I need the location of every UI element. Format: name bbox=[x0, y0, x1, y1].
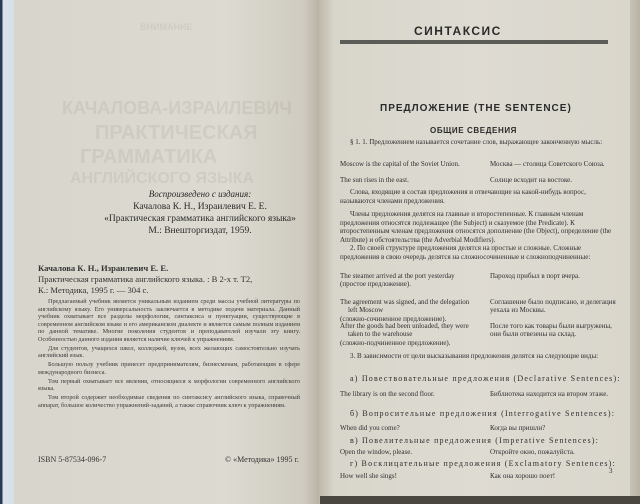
bibliographic-record bbox=[38, 263, 300, 296]
example-ru: Откройте окно, пожалуйста. bbox=[490, 448, 575, 456]
ghost-title-line: ГРАММАТИКА bbox=[80, 146, 218, 168]
example-en: Open the window, please. bbox=[340, 448, 413, 456]
header-rule bbox=[340, 40, 608, 44]
type-heading: б) Вопросительные предложения (Interrogative Sentences): bbox=[350, 409, 616, 418]
ghost-title-line: КАЧАЛОВА-ИЗРАИЛЕВИЧ bbox=[62, 98, 293, 118]
example-note: (сложно-подчиненное предложение). bbox=[340, 338, 451, 347]
example-row bbox=[340, 472, 620, 481]
example-en: The library is on the second floor. bbox=[340, 390, 435, 398]
section-title: СИНТАКСИС bbox=[414, 24, 502, 38]
example-en: Moscow is the capital of the Soviet Union. bbox=[340, 160, 460, 168]
example-ru: Солнце всходит на востоке. bbox=[490, 176, 573, 184]
abstract-paragraph: Том первый охватывает все явления, относящиеся к морфологии современного английского языка. bbox=[38, 377, 300, 392]
example-row bbox=[340, 424, 620, 433]
example-ru: Когда вы пришли? bbox=[490, 424, 546, 432]
example-en: The sun rises in the east. bbox=[340, 176, 409, 184]
paragraph-3: Члены предложения делятся на главные и второстепенные. К главным членам предложения относятся подлежащее (the Subject) и сказуемое (the Predicate). К второстепенным членам предложения относятся дополнение (the Object), определение (the Attribute) и обстоятельства (the Adverbial Modifiers). bbox=[340, 210, 612, 244]
book-cover-edge bbox=[0, 0, 14, 504]
example-en: How well she sings! bbox=[340, 472, 397, 480]
bib-title: Практическая грамматика английского языка. : В 2-х т. Т2, bbox=[38, 274, 253, 284]
example-en: When did you come? bbox=[340, 424, 400, 432]
paragraph-2: Слова, входящие в состав предложения и отвечающие на какой-нибудь вопрос, называются членами предложения. bbox=[340, 188, 586, 205]
abstract-paragraph: Том второй содержит необходимые сведения по синтаксису английского языка, справочный аппарат, большое количество упражнений-заданий, а также справочник ключ к упражнениям. bbox=[38, 394, 300, 409]
example-ru: Москва — столица Советского Союза. bbox=[490, 160, 605, 168]
ghost-header: ВНИМАНИЕ bbox=[140, 22, 193, 32]
copyright: © «Методика» 1995 г. bbox=[225, 455, 299, 464]
chapter-title: ПРЕДЛОЖЕНИЕ (THE SENTENCE) bbox=[380, 103, 572, 114]
left-page bbox=[14, 0, 319, 504]
type-heading: а) Повествовательные предложения (Declarative Sentences): bbox=[350, 374, 621, 383]
example-ru: Как она хорошо поет! bbox=[490, 472, 556, 480]
ghost-title-line: ПРАКТИЧЕСКАЯ bbox=[95, 122, 258, 144]
reproduced-label: Воспроизведено с издания: bbox=[148, 189, 252, 199]
example-ru: Пароход прибыл в порт вчера. bbox=[490, 272, 580, 280]
example-row bbox=[340, 272, 620, 298]
example-note: (сложно-сочиненное предложение). bbox=[340, 314, 447, 323]
type-heading: в) Повелительные предложения (Imperative Sentences): bbox=[350, 436, 600, 445]
paragraph-4: 2. По своей структуре предложения делятся на простые и сложные. Сложные предложения в свою очередь делятся на сложносочиненные и сложноподчиненные: bbox=[340, 244, 591, 261]
isbn: ISBN 5-87534-096-7 bbox=[38, 455, 107, 464]
paragraph-1: § 1. 1. Предложением называется сочетание слов, выражающее законченную мысль: bbox=[350, 138, 603, 146]
example-ru: После того как товары были выгружены, они были отвезены на склад. bbox=[490, 322, 612, 339]
example-en: After the goods had been unloaded, they were taken to the warehouse (сложно-подчиненное предложение). bbox=[340, 322, 469, 347]
example-ru: Соглашение было подписано, и делегация уехала из Москвы. bbox=[490, 298, 616, 315]
example-row bbox=[340, 390, 620, 408]
example-row bbox=[340, 176, 620, 185]
abstract-paragraph: Предлагаемый учебник является уникальным изданием среди массы учебной литературы по английскому языку. Его универсальность заключается в методике подачи материала. Данный учебник охватывает все разделы морфологии, синтаксиса и пунктуации, существующие в современном английском языке и его американском диалекте и является самым полным изданием по данной тематике. Многие поколения студентов и преподавателей изучали эту книгу. Особенностью данного издания является наличие ключей к упражнениям. bbox=[38, 298, 300, 343]
bib-publisher: К.: Методика, 1995 г. — 304 с. bbox=[38, 285, 149, 295]
example-row bbox=[340, 448, 620, 457]
page-number: 3 bbox=[609, 467, 613, 475]
example-en: The steamer arrived at the port yesterday (простое предложение). bbox=[340, 272, 470, 289]
orig-publisher: М.: Внешторгиздат, 1959. bbox=[148, 226, 252, 236]
type-heading: г) Восклицательные предложения (Exclamatory Sentences): bbox=[350, 459, 616, 468]
example-note: (простое предложение). bbox=[340, 280, 411, 289]
abstract bbox=[38, 298, 300, 411]
subtitle: ОБЩИЕ СВЕДЕНИЯ bbox=[430, 126, 518, 135]
example-row bbox=[340, 322, 620, 348]
paragraph-5: 3. В зависимости от цели высказывания предложения делятся на следующие виды: bbox=[350, 352, 599, 360]
example-ru: Библиотека находится на втором этаже. bbox=[490, 390, 609, 398]
bib-authors: Качалова К. Н., Израилевич Е. Е. bbox=[38, 263, 169, 273]
bottom-shadow bbox=[320, 496, 640, 504]
abstract-paragraph: Для студентов, учащихся школ, колледжей, вузов, всех желающих самостоятельно изучать английский язык. bbox=[38, 344, 300, 359]
abstract-paragraph: Большую пользу учебник принесет предпринимателям, бизнесменам, работающим в сфере международного бизнеса. bbox=[38, 361, 300, 376]
orig-authors: Качалова К. Н., Израилевич Е. Е. bbox=[133, 202, 267, 212]
example-en: The agreement was signed, and the delegation left Moscow (сложно-сочиненное предложение). bbox=[340, 298, 470, 323]
page-edge bbox=[630, 0, 640, 504]
example-row bbox=[340, 298, 620, 324]
ghost-title-line: АНГЛИЙСКОГО ЯЗЫКА bbox=[70, 170, 255, 187]
orig-title: «Практическая грамматика английского языка» bbox=[104, 214, 296, 224]
